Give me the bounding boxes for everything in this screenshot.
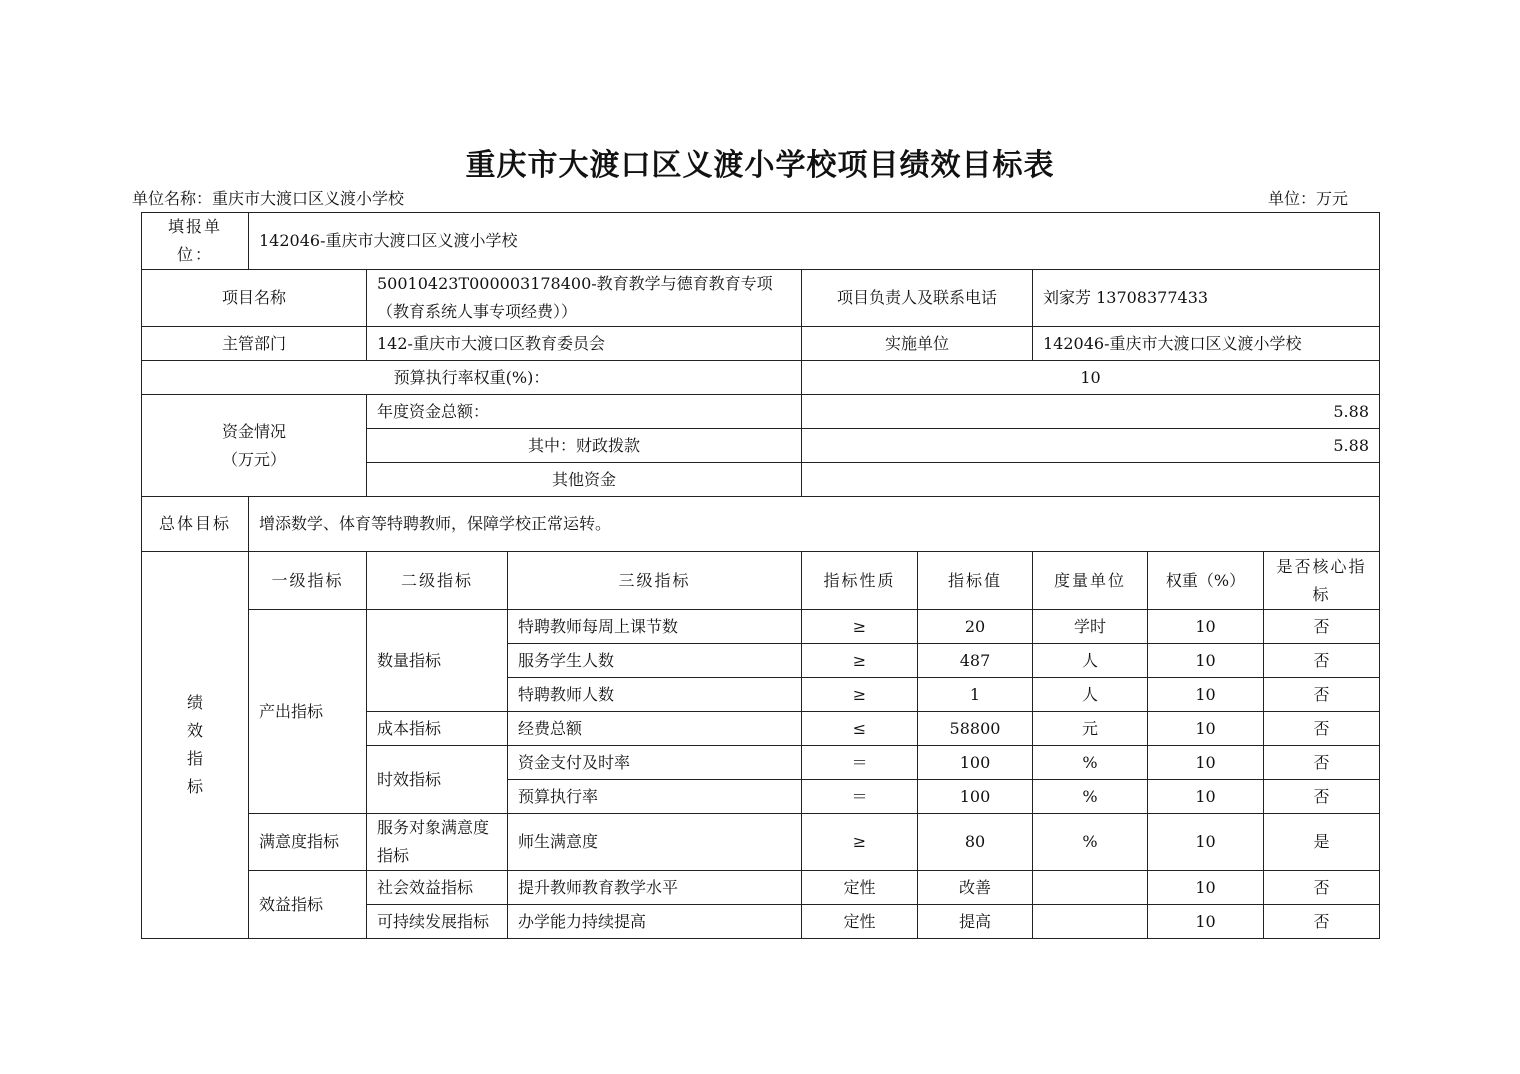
level2-social: 社会效益指标: [367, 871, 508, 905]
funds-label-line2: （万元）: [221, 449, 286, 469]
indicator-unit: [1033, 871, 1148, 905]
indicator-weight: 10: [1148, 610, 1264, 644]
indicator-core: 否: [1264, 905, 1380, 939]
annual-total-value: 5.88: [802, 395, 1380, 429]
leader-label: 项目负责人及联系电话: [802, 270, 1033, 327]
indicator-core: 否: [1264, 746, 1380, 780]
indicator-name: 服务学生人数: [508, 644, 802, 678]
budget-weight-row: [142, 361, 1380, 395]
goal-label: 总体目标: [142, 497, 249, 552]
indicator-value: 80: [918, 814, 1033, 871]
indicator-value: 100: [918, 746, 1033, 780]
fill-unit-value: 142046-重庆市大渡口区义渡小学校: [249, 213, 1380, 270]
goal-row: [142, 497, 1380, 552]
indicator-core: 否: [1264, 780, 1380, 814]
other-funds-label: 其他资金: [367, 463, 802, 497]
level2-sustainable: 可持续发展指标: [367, 905, 508, 939]
annual-total-row: [142, 395, 1380, 429]
indicator-value: 20: [918, 610, 1033, 644]
level1-satisfaction: 满意度指标: [249, 814, 367, 871]
indicator-weight: 10: [1148, 746, 1264, 780]
indicator-name: 预算执行率: [508, 780, 802, 814]
indicator-value: 改善: [918, 871, 1033, 905]
indicator-nature: ≥: [802, 610, 918, 644]
indicator-core: 否: [1264, 712, 1380, 746]
indicator-value: 1: [918, 678, 1033, 712]
indicator-value: 487: [918, 644, 1033, 678]
dept-row: [142, 327, 1380, 361]
leader-value: 刘家芳 13708377433: [1033, 270, 1380, 327]
indicator-core: 是: [1264, 814, 1380, 871]
indicator-weight: 10: [1148, 814, 1264, 871]
indicator-core: 否: [1264, 610, 1380, 644]
indicator-core: 否: [1264, 871, 1380, 905]
level1-benefit: 效益指标: [249, 871, 367, 939]
indicator-unit: %: [1033, 780, 1148, 814]
perf-section-char: 绩: [186, 693, 203, 712]
indicator-core: 否: [1264, 644, 1380, 678]
dept-label: 主管部门: [142, 327, 367, 361]
impl-label: 实施单位: [802, 327, 1033, 361]
indicator-value: 提高: [918, 905, 1033, 939]
page-title: 重庆市大渡口区义渡小学校项目绩效目标表: [465, 148, 1055, 183]
level2-timeliness: 时效指标: [367, 746, 508, 814]
level2-service: 服务对象满意度指标: [367, 814, 508, 871]
indicator-name: 特聘教师人数: [508, 678, 802, 712]
indicator-weight: 10: [1148, 780, 1264, 814]
unit-line: 单位：万元: [1268, 189, 1349, 208]
indicator-value: 100: [918, 780, 1033, 814]
indicator-name: 师生满意度: [508, 814, 802, 871]
indicator-name: 提升教师教育教学水平: [508, 871, 802, 905]
header-unit: 度量单位: [1033, 552, 1148, 610]
indicator-name: 经费总额: [508, 712, 802, 746]
indicator-nature: ≥: [802, 814, 918, 871]
performance-table: [141, 212, 1380, 939]
indicator-value: 58800: [918, 712, 1033, 746]
other-funds-value: [802, 463, 1380, 497]
indicator-name: 特聘教师每周上课节数: [508, 610, 802, 644]
indicator-nature: ≥: [802, 644, 918, 678]
budget-weight-label: 预算执行率权重(%)：: [142, 361, 802, 395]
unit-name-line: 单位名称：重庆市大渡口区义渡小学校: [132, 189, 405, 208]
indicator-weight: 10: [1148, 644, 1264, 678]
perf-section-label: [142, 552, 249, 939]
header-level3: 三级指标: [508, 552, 802, 610]
indicator-weight: 10: [1148, 712, 1264, 746]
level1-output: 产出指标: [249, 610, 367, 814]
header-level1: 一级指标: [249, 552, 367, 610]
funds-label-line1: 资金情况: [221, 421, 286, 441]
indicator-nature: ≤: [802, 712, 918, 746]
indicator-unit: 人: [1033, 678, 1148, 712]
impl-value: 142046-重庆市大渡口区义渡小学校: [1033, 327, 1380, 361]
indicator-name: 办学能力持续提高: [508, 905, 802, 939]
indicator-nature: ≥: [802, 678, 918, 712]
level2-quantity: 数量指标: [367, 610, 508, 712]
indicator-unit: 学时: [1033, 610, 1148, 644]
project-name-label: 项目名称: [142, 270, 367, 327]
fiscal-label: 其中：财政拨款: [367, 429, 802, 463]
fill-unit-row: [142, 213, 1380, 270]
indicator-nature: ＝: [802, 780, 918, 814]
funds-label: [142, 395, 367, 497]
indicator-weight: 10: [1148, 905, 1264, 939]
indicator-unit: [1033, 905, 1148, 939]
budget-weight-value: 10: [802, 361, 1380, 395]
header-nature: 指标性质: [802, 552, 918, 610]
indicator-nature: 定性: [802, 905, 918, 939]
indicator-nature: 定性: [802, 871, 918, 905]
indicator-unit: 人: [1033, 644, 1148, 678]
perf-section-char: 指: [186, 749, 203, 768]
indicator-core: 否: [1264, 678, 1380, 712]
perf-section-char: 标: [186, 777, 203, 796]
perf-header-row: [142, 552, 1380, 610]
dept-value: 142-重庆市大渡口区教育委员会: [367, 327, 802, 361]
project-name-value: 50010423T000003178400-教育教学与德育教育专项（教育系统人事专项经费））: [367, 270, 802, 327]
indicator-weight: 10: [1148, 678, 1264, 712]
level2-cost: 成本指标: [367, 712, 508, 746]
indicator-unit: %: [1033, 814, 1148, 871]
header-weight: 权重（%）: [1148, 552, 1264, 610]
header-value: 指标值: [918, 552, 1033, 610]
header-core: 是否核心指标: [1264, 552, 1380, 610]
indicator-nature: ＝: [802, 746, 918, 780]
fiscal-value: 5.88: [802, 429, 1380, 463]
table-row: [142, 814, 1380, 871]
indicator-weight: 10: [1148, 871, 1264, 905]
indicator-name: 资金支付及时率: [508, 746, 802, 780]
table-row: [142, 871, 1380, 905]
perf-section-char: 效: [186, 721, 203, 740]
annual-total-label: 年度资金总额：: [367, 395, 802, 429]
indicator-unit: %: [1033, 746, 1148, 780]
header-level2: 二级指标: [367, 552, 508, 610]
table-row: [142, 610, 1380, 644]
goal-value: 增添数学、体育等特聘教师，保障学校正常运转。: [249, 497, 1380, 552]
project-name-row: [142, 270, 1380, 327]
fill-unit-label: 填报单位：: [142, 213, 249, 270]
indicator-unit: 元: [1033, 712, 1148, 746]
